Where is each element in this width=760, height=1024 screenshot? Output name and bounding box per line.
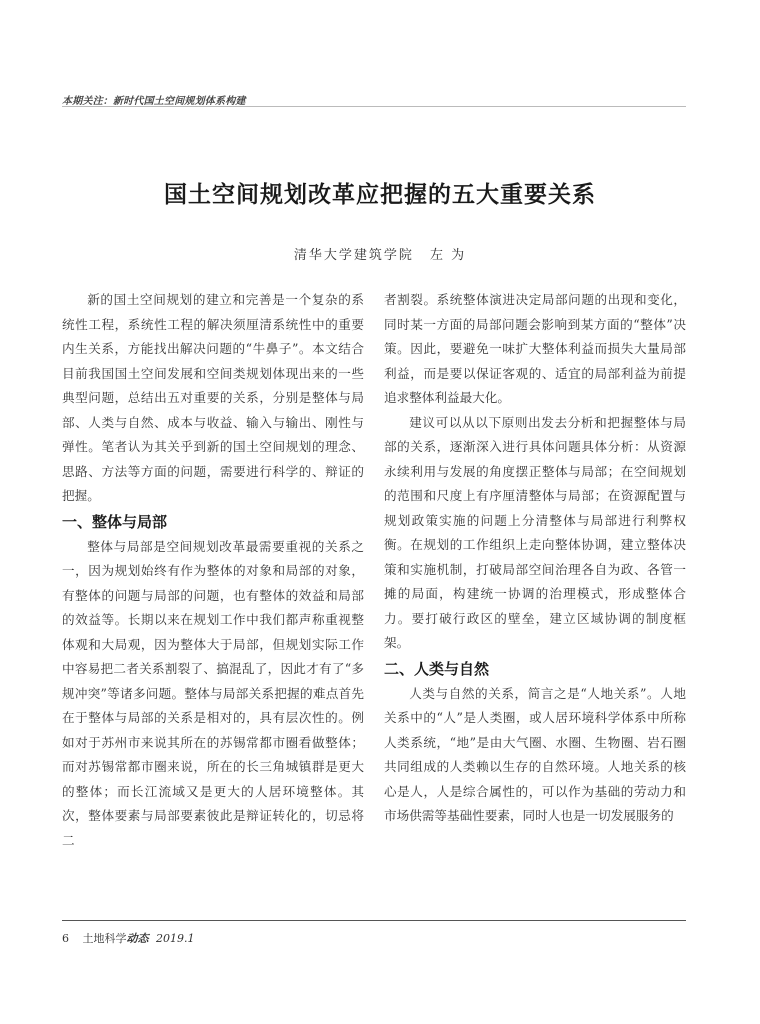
journal-name bbox=[83, 932, 149, 945]
left-column bbox=[62, 288, 364, 853]
header-divider bbox=[62, 106, 686, 107]
section-heading-2: 二、人类与自然 bbox=[384, 659, 490, 678]
affiliation: 清华大学建筑学院 bbox=[293, 248, 414, 263]
running-head: 本期关注：新时代国土空间规划体系构建 bbox=[62, 96, 246, 107]
journal-name-plain: 土地科学 bbox=[82, 932, 127, 945]
continued-paragraph: 者割裂。系统整体演进决定局部问题的出现和变化，同时某一方面的局部问题会影响到某方面的“整体”决策。因此，要避免一味扩大整体利益而损失大量局部利益，而是要以保证客观的、适宜的局部利益为前提追求整体利益最大化。 bbox=[384, 292, 686, 405]
journal-name-italic: 动态 bbox=[126, 932, 149, 945]
suggestion-paragraph: 建议可以从以下原则出发去分析和把握整体与局部的关系，逐渐深入进行具体问题具体分析：从资源永续利用与发展的角度摆正整体与局部；在空间规划的范围和尺度上有序厘清整体与局部；在资源配置与规划政策实施的问题上分清整体与局部进行利弊权衡。在规划的工作组织上走向整体协调，建立整体决策和实施机制，打破局部空间治理各自为政、各管一摊的局面，构建统一协调的治理模式，形成整体合力。要打破行政区的壁垒，建立区域协调的制度框架。 bbox=[384, 414, 686, 650]
right-column bbox=[384, 288, 686, 829]
article-title: 国土空间规划改革应把握的五大重要关系 bbox=[164, 182, 596, 208]
issue-number: 2019.1 bbox=[156, 932, 195, 945]
section-2-paragraph: 人类与自然的关系，简言之是“人地关系”。人地关系中的“人”是人类圈，或人居环境科学体系中所称人类系统，“地”是由大气圈、水圈、生物圈、岩石圈共同组成的人类赖以生存的自然环境。人地关系的核心是人，人是综合属性的，可以作为基础的劳动力和市场供需等基础性要素，同时人也是一切发展服务的 bbox=[384, 685, 686, 823]
page-number: 6 bbox=[62, 932, 69, 945]
author-line bbox=[0, 244, 760, 263]
footer-divider bbox=[62, 920, 686, 921]
section-1-paragraph: 整体与局部是空间规划改革最需要重视的关系之一，因为规划始终有作为整体的对象和局部的对象，有整体的问题与局部的问题，也有整体的效益和局部的效益等。长期以来在规划工作中我们都声称重视整体观和大局观，因为整体大于局部，但规划实际工作中容易把二者关系割裂了、搞混乱了，因此才有了“多规冲突”等诸多问题。整体与局部关系把握的难点首先在于整体与局部的关系是相对的，具有层次性的。例如对于苏州市来说其所在的苏锡常都市圈看做整体；而对苏锡常都市圈来说，所在的长三角城镇群是更大的整体；而长江流域又是更大的人居环境整体。其次，整体要素与局部要素彼此是辩证转化的，切忌将二 bbox=[62, 538, 364, 848]
section-heading-1: 一、整体与局部 bbox=[62, 512, 168, 531]
page-footer bbox=[62, 930, 195, 946]
intro-paragraph: 新的国土空间规划的建立和完善是一个复杂的系统性工程，系统性工程的解决须厘清系统性中的重要内生关系，方能找出解决问题的“牛鼻子”。本文结合目前我国国土空间发展和空间类规划体现出来的一些典型问题，总结出五对重要的关系，分别是整体与局部、人类与自然、成本与收益、输入与输出、刚性与弹性。笔者认为其关乎到新的国土空间规划的理念、思路、方法等方面的问题，需要进行科学的、辩证的把握。 bbox=[62, 292, 364, 503]
author-name: 左 为 bbox=[429, 248, 467, 263]
